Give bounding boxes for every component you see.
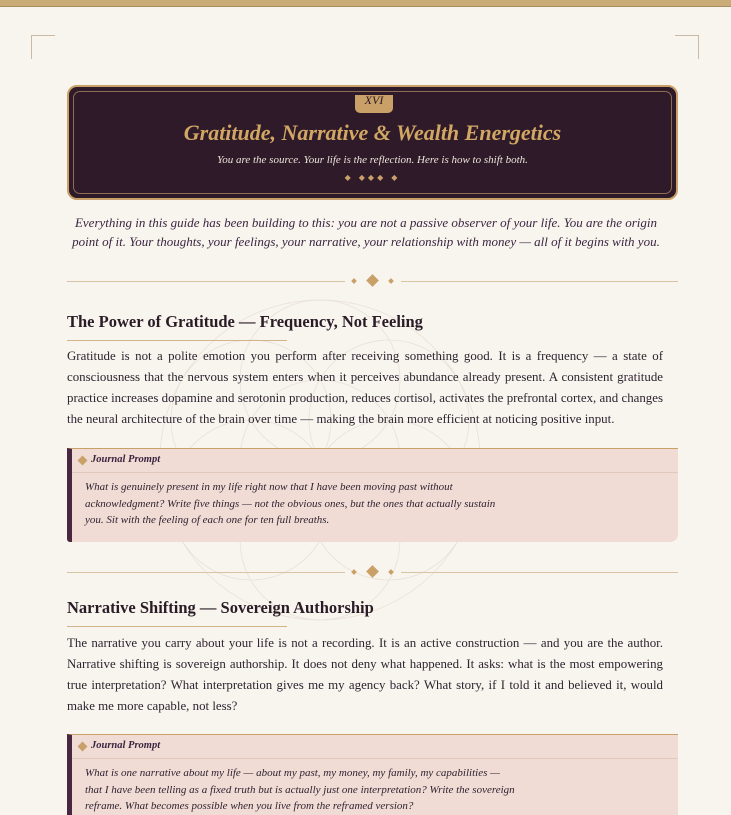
page-title: Gratitude, Narrative & Wealth Energetics [183,120,562,145]
journal-prompt-text: What is one narrative about my life — about my past, my money, my family, my capabilities — that I have been telling as a fixed truth but is actually just one interpretation? Write the sovereign reframe. What becomes possible when you live from the reframed version? [85,767,515,812]
header-ornament: ◆ ◆◆◆ ◆ [344,173,401,182]
divider-diamond-icon [366,565,379,578]
section-divider [67,274,678,288]
diamond-icon [78,456,88,466]
chapter-header-card [67,85,678,200]
corner-ornament-right [675,35,699,59]
title-underline [67,626,287,627]
corner-ornament-left [31,35,55,59]
title-underline [67,340,287,341]
top-accent-bar [0,0,731,7]
journal-prompt-header [72,735,678,759]
page-subtitle: You are the source. Your life is the reflection. Here is how to shift both. [217,154,528,166]
section-body-gratitude: Gratitude is not a polite emotion you perform after receiving something good. It is a frequency — a state of consciousness that the nervous system enters when it perceives abundance already present. A consistent gratitude practice increases dopamine and serotonin production, reduces cortisol, activates the prefrontal cortex, and changes the neural architecture of the brain over time — making the brain more efficient at noticing positive input. [67,349,663,426]
journal-prompt-card [67,448,678,542]
journal-prompt-card [67,734,678,815]
section-title-gratitude: The Power of Gratitude — Frequency, Not Feeling [67,312,423,331]
divider-diamond-icon [366,274,379,287]
journal-prompt-label: Journal Prompt [91,454,161,465]
journal-prompt-label: Journal Prompt [91,740,161,751]
journal-prompt-text: What is genuinely present in my life right now that I have been moving past without acknowledgment? Write five things — not the obvious ones, but the ones that actually sustain you. Sit with the feeling of each one for ten full breaths. [85,481,496,526]
intro-paragraph: Everything in this guide has been building to this: you are not a passive observer of your life. You are the origin point of it. Your thoughts, your feelings, your narrative, your relationship with money — all of it begins with you. [72,215,660,249]
diamond-icon [78,742,88,752]
section-body-narrative: The narrative you carry about your life is not a recording. It is an active construction — and you are the author. Narrative shifting is sovereign authorship. It does not deny what happened. It asks: what is the most empowering true interpretation? What interpretation gives me my agency back? What story, if I told it and believed it, would make me more capable, not less? [67,636,663,713]
section-divider [67,565,678,579]
section-title-narrative: Narrative Shifting — Sovereign Authorship [67,598,374,617]
journal-prompt-header [72,449,678,473]
chapter-number-badge: XVI [355,95,393,113]
